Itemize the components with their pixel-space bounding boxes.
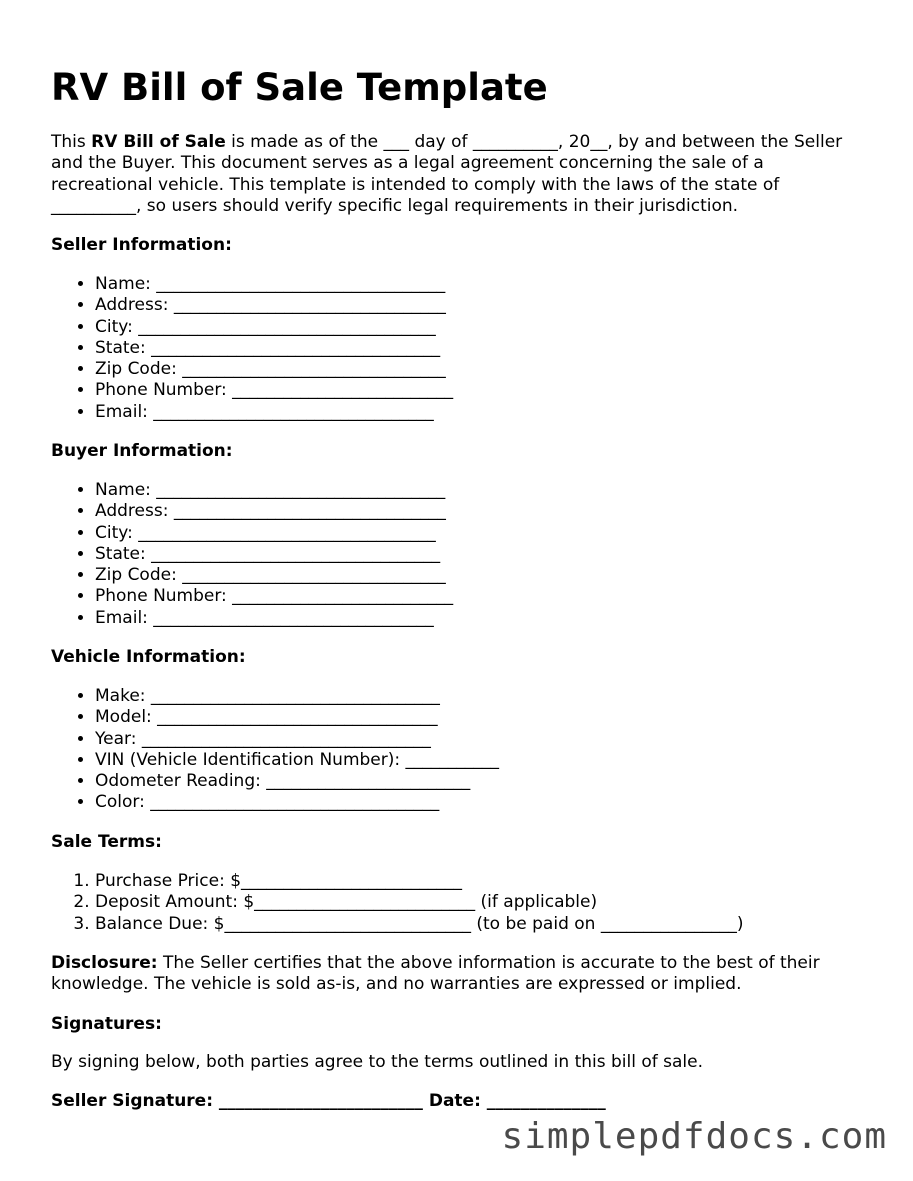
balance-due-field[interactable]: 3. Balance Due: $_____________________________ (to be paid on ________________) — [95, 914, 743, 935]
buyer-address-field[interactable]: • Address: ________________________________ — [95, 501, 453, 522]
vehicle-color-field[interactable]: • Color: __________________________________ — [95, 792, 499, 813]
sale-terms-list — [51, 871, 743, 935]
seller-phone-field[interactable]: • Phone Number: __________________________ — [95, 380, 453, 401]
signatures-text: By signing below, both parties agree to the terms outlined in this bill of sale. — [51, 1052, 704, 1072]
purchase-price-field[interactable]: 1. Purchase Price: $__________________________ — [95, 871, 743, 892]
vehicle-vin-field[interactable]: • VIN (Vehicle Identification Number): ___________ — [95, 750, 499, 771]
seller-state-field[interactable]: • State: __________________________________ — [95, 338, 453, 359]
deposit-amount-field[interactable]: 2. Deposit Amount: $__________________________ (if applicable) — [95, 892, 743, 913]
disclosure-paragraph — [51, 953, 866, 996]
seller-heading: Seller Information: — [51, 235, 232, 255]
buyer-email-field[interactable]: • Email: _________________________________ — [95, 608, 453, 629]
vehicle-heading: Vehicle Information: — [51, 647, 246, 667]
vehicle-make-field[interactable]: • Make: __________________________________ — [95, 686, 499, 707]
seller-fields-list — [51, 274, 453, 423]
sale-terms-heading: Sale Terms: — [51, 832, 162, 852]
vehicle-model-field[interactable]: • Model: _________________________________ — [95, 707, 499, 728]
seller-signature-line[interactable]: Seller Signature: ________________________ Date: ______________ — [51, 1091, 606, 1111]
watermark-logo: simplepdfdocs.com — [501, 1116, 887, 1157]
intro-paragraph — [51, 132, 866, 217]
buyer-city-field[interactable]: • City: ___________________________________ — [95, 523, 453, 544]
intro-text-start: This — [51, 132, 92, 152]
buyer-fields-list — [51, 480, 453, 629]
seller-email-field[interactable]: • Email: _________________________________ — [95, 402, 453, 423]
buyer-zip-field[interactable]: • Zip Code: _______________________________ — [95, 565, 453, 586]
buyer-phone-field[interactable]: • Phone Number: __________________________ — [95, 586, 453, 607]
vehicle-year-field[interactable]: • Year: __________________________________ — [95, 729, 499, 750]
page-title: RV Bill of Sale Template — [51, 66, 548, 109]
disclosure-text: The Seller certifies that the above information is accurate to the best of their knowledge. The vehicle is sold as-is, and no warranties are expressed or implied. — [51, 953, 820, 995]
seller-address-field[interactable]: • Address: ________________________________ — [95, 295, 453, 316]
intro-bold-title: RV Bill of Sale — [91, 132, 226, 152]
buyer-heading: Buyer Information: — [51, 441, 233, 461]
vehicle-fields-list — [51, 686, 499, 814]
seller-city-field[interactable]: • City: ___________________________________ — [95, 317, 453, 338]
buyer-state-field[interactable]: • State: __________________________________ — [95, 544, 453, 565]
intro-text-rest: is made as of the ___ day of __________, 20__, by and between the Seller and the Buyer. This document serves as a legal agreement concerning the sale of a recreational vehicle. This template is intended to comply with the laws of the state of __________, so users should verify specific legal requirements in their jurisdiction. — [51, 132, 843, 216]
vehicle-odometer-field[interactable]: • Odometer Reading: ________________________ — [95, 771, 499, 792]
buyer-name-field[interactable]: • Name: __________________________________ — [95, 480, 453, 501]
disclosure-label: Disclosure: — [51, 953, 158, 973]
seller-zip-field[interactable]: • Zip Code: _______________________________ — [95, 359, 453, 380]
signatures-heading: Signatures: — [51, 1014, 162, 1034]
seller-name-field[interactable]: • Name: __________________________________ — [95, 274, 453, 295]
